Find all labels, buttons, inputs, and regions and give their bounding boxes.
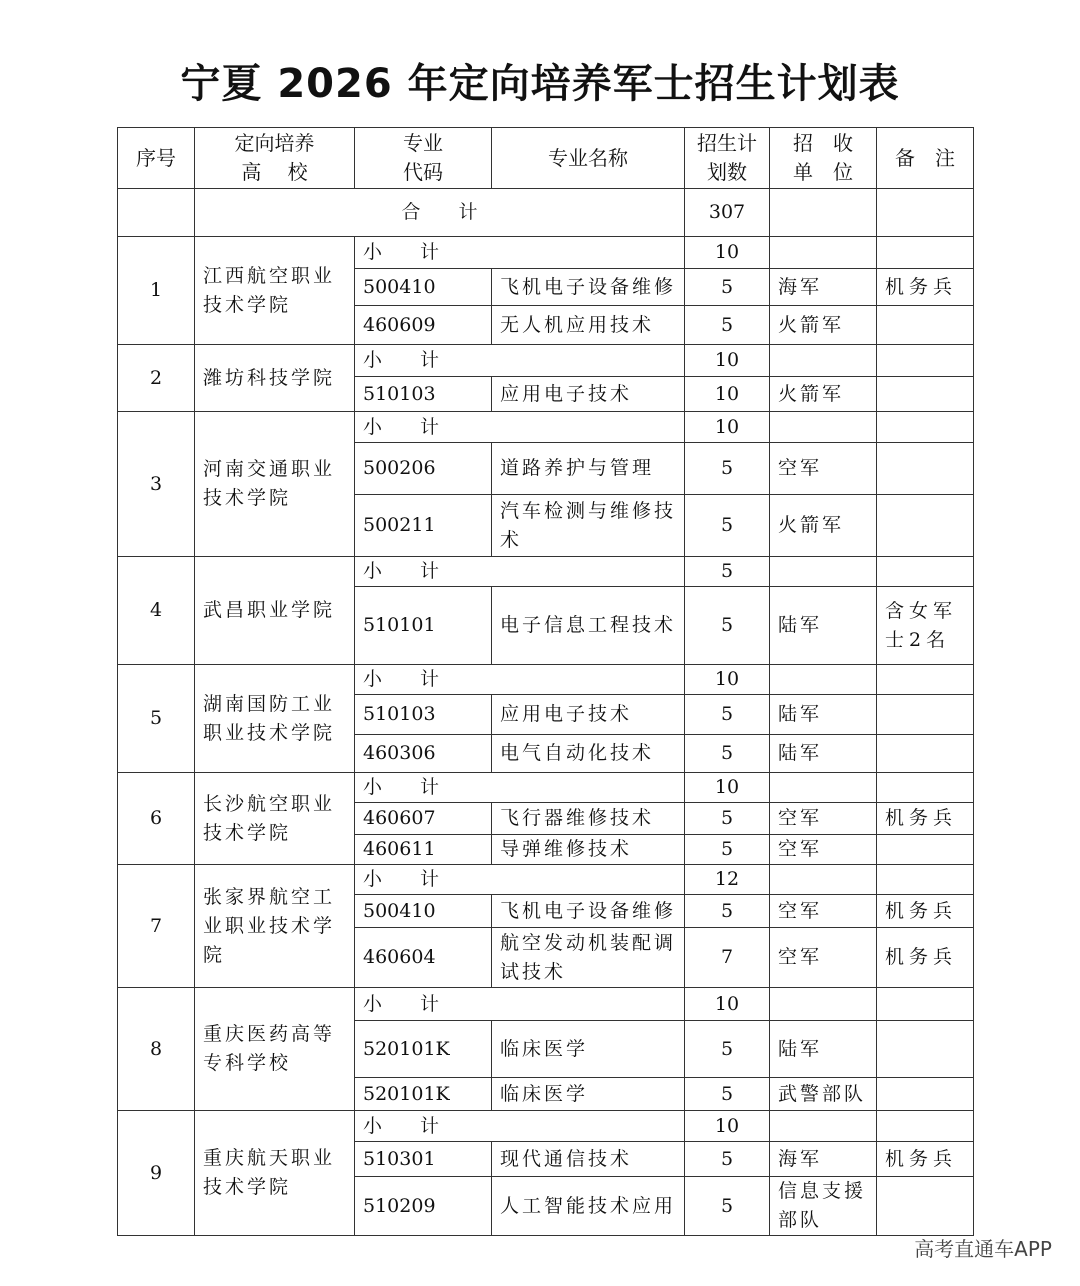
major-quota: 5 <box>685 495 770 557</box>
major-unit: 武警部队 <box>770 1078 877 1111</box>
total-row <box>118 189 974 237</box>
subtotal-value: 10 <box>685 237 770 269</box>
header-school: 定向培养 高 校 <box>195 128 355 189</box>
school-name: 长沙航空职业技术学院 <box>195 773 355 865</box>
school-seq: 3 <box>118 412 195 557</box>
major-quota: 7 <box>685 928 770 988</box>
total-label: 合 计 <box>195 189 685 237</box>
school-subtotal-row <box>118 865 974 895</box>
subtotal-remark-cell <box>877 557 974 587</box>
major-code: 500410 <box>355 269 492 306</box>
header-row <box>118 128 974 189</box>
header-code: 专业 代码 <box>355 128 492 189</box>
subtotal-value: 10 <box>685 412 770 443</box>
major-code: 510103 <box>355 695 492 735</box>
major-quota: 10 <box>685 377 770 412</box>
major-quota: 5 <box>685 695 770 735</box>
subtotal-value: 10 <box>685 1111 770 1142</box>
total-remark-cell <box>877 189 974 237</box>
major-code: 510101 <box>355 587 492 665</box>
subtotal-unit-cell <box>770 557 877 587</box>
major-code: 460607 <box>355 803 492 835</box>
major-unit: 陆军 <box>770 695 877 735</box>
subtotal-remark-cell <box>877 865 974 895</box>
major-remark <box>877 1078 974 1111</box>
major-remark <box>877 377 974 412</box>
subtotal-label: 小 计 <box>355 1111 685 1142</box>
major-quota: 5 <box>685 269 770 306</box>
major-remark <box>877 1021 974 1078</box>
major-remark: 机务兵 <box>877 803 974 835</box>
total-seq-cell <box>118 189 195 237</box>
major-code: 460306 <box>355 735 492 773</box>
major-code: 500410 <box>355 895 492 928</box>
subtotal-value: 10 <box>685 773 770 803</box>
major-remark: 机务兵 <box>877 928 974 988</box>
school-subtotal-row <box>118 412 974 443</box>
header-seq: 序号 <box>118 128 195 189</box>
major-unit: 空军 <box>770 803 877 835</box>
major-name: 人工智能技术应用 <box>492 1177 685 1236</box>
enrollment-plan-table <box>117 127 974 1236</box>
subtotal-remark-cell <box>877 345 974 377</box>
major-name: 飞机电子设备维修 <box>492 269 685 306</box>
subtotal-value: 10 <box>685 988 770 1021</box>
watermark: 高考直通车APP <box>914 1237 1052 1261</box>
subtotal-unit-cell <box>770 865 877 895</box>
major-unit: 信息支援部队 <box>770 1177 877 1236</box>
major-unit: 空军 <box>770 928 877 988</box>
major-remark: 含女军士2名 <box>877 587 974 665</box>
school-seq: 5 <box>118 665 195 773</box>
major-code: 510301 <box>355 1142 492 1177</box>
major-code: 500211 <box>355 495 492 557</box>
major-code: 520101K <box>355 1021 492 1078</box>
major-unit: 火箭军 <box>770 306 877 345</box>
major-code: 460604 <box>355 928 492 988</box>
major-name: 现代通信技术 <box>492 1142 685 1177</box>
major-unit: 空军 <box>770 895 877 928</box>
major-remark: 机务兵 <box>877 269 974 306</box>
school-seq: 2 <box>118 345 195 412</box>
subtotal-unit-cell <box>770 773 877 803</box>
major-remark <box>877 1177 974 1236</box>
subtotal-label: 小 计 <box>355 557 685 587</box>
subtotal-value: 5 <box>685 557 770 587</box>
major-name: 临床医学 <box>492 1021 685 1078</box>
subtotal-label: 小 计 <box>355 988 685 1021</box>
school-subtotal-row <box>118 1111 974 1142</box>
major-quota: 5 <box>685 895 770 928</box>
major-remark <box>877 306 974 345</box>
school-name: 江西航空职业技术学院 <box>195 237 355 345</box>
subtotal-unit-cell <box>770 1111 877 1142</box>
major-code: 510209 <box>355 1177 492 1236</box>
major-name: 应用电子技术 <box>492 377 685 412</box>
major-unit: 火箭军 <box>770 377 877 412</box>
subtotal-remark-cell <box>877 237 974 269</box>
major-unit: 海军 <box>770 269 877 306</box>
subtotal-value: 12 <box>685 865 770 895</box>
school-subtotal-row <box>118 665 974 695</box>
major-name: 电气自动化技术 <box>492 735 685 773</box>
school-subtotal-row <box>118 237 974 269</box>
major-remark <box>877 695 974 735</box>
subtotal-label: 小 计 <box>355 665 685 695</box>
school-name: 湖南国防工业职业技术学院 <box>195 665 355 773</box>
major-quota: 5 <box>685 306 770 345</box>
school-seq: 9 <box>118 1111 195 1236</box>
major-code: 510103 <box>355 377 492 412</box>
major-name: 飞机电子设备维修 <box>492 895 685 928</box>
subtotal-label: 小 计 <box>355 345 685 377</box>
subtotal-value: 10 <box>685 345 770 377</box>
school-seq: 4 <box>118 557 195 665</box>
subtotal-label: 小 计 <box>355 865 685 895</box>
subtotal-remark-cell <box>877 665 974 695</box>
major-unit: 陆军 <box>770 1021 877 1078</box>
major-name: 道路养护与管理 <box>492 443 685 495</box>
subtotal-unit-cell <box>770 412 877 443</box>
major-quota: 5 <box>685 1021 770 1078</box>
subtotal-remark-cell <box>877 1111 974 1142</box>
total-value: 307 <box>685 189 770 237</box>
subtotal-unit-cell <box>770 665 877 695</box>
subtotal-label: 小 计 <box>355 237 685 269</box>
subtotal-unit-cell <box>770 988 877 1021</box>
major-quota: 5 <box>685 835 770 865</box>
major-code: 460611 <box>355 835 492 865</box>
major-quota: 5 <box>685 587 770 665</box>
major-code: 520101K <box>355 1078 492 1111</box>
major-name: 无人机应用技术 <box>492 306 685 345</box>
major-remark <box>877 735 974 773</box>
major-quota: 5 <box>685 1142 770 1177</box>
major-quota: 5 <box>685 735 770 773</box>
subtotal-remark-cell <box>877 988 974 1021</box>
school-subtotal-row <box>118 345 974 377</box>
major-name: 汽车检测与维修技术 <box>492 495 685 557</box>
subtotal-unit-cell <box>770 237 877 269</box>
major-name: 导弹维修技术 <box>492 835 685 865</box>
major-name: 航空发动机装配调试技术 <box>492 928 685 988</box>
school-name: 河南交通职业技术学院 <box>195 412 355 557</box>
major-remark <box>877 495 974 557</box>
subtotal-remark-cell <box>877 412 974 443</box>
school-name: 潍坊科技学院 <box>195 345 355 412</box>
school-seq: 7 <box>118 865 195 988</box>
header-quota: 招生计 划数 <box>685 128 770 189</box>
school-seq: 8 <box>118 988 195 1111</box>
major-code: 460609 <box>355 306 492 345</box>
school-name: 武昌职业学院 <box>195 557 355 665</box>
major-remark <box>877 443 974 495</box>
major-name: 临床医学 <box>492 1078 685 1111</box>
subtotal-label: 小 计 <box>355 773 685 803</box>
major-quota: 5 <box>685 443 770 495</box>
header-unit: 招 收 单 位 <box>770 128 877 189</box>
major-quota: 5 <box>685 1078 770 1111</box>
school-name: 张家界航空工业职业技术学院 <box>195 865 355 988</box>
major-unit: 海军 <box>770 1142 877 1177</box>
school-seq: 6 <box>118 773 195 865</box>
major-name: 飞行器维修技术 <box>492 803 685 835</box>
major-unit: 火箭军 <box>770 495 877 557</box>
major-unit: 空军 <box>770 443 877 495</box>
subtotal-label: 小 计 <box>355 412 685 443</box>
major-name: 电子信息工程技术 <box>492 587 685 665</box>
major-remark <box>877 835 974 865</box>
major-code: 500206 <box>355 443 492 495</box>
school-subtotal-row <box>118 988 974 1021</box>
major-remark: 机务兵 <box>877 1142 974 1177</box>
total-unit-cell <box>770 189 877 237</box>
major-unit: 陆军 <box>770 735 877 773</box>
header-remark: 备 注 <box>877 128 974 189</box>
major-quota: 5 <box>685 1177 770 1236</box>
school-name: 重庆医药高等专科学校 <box>195 988 355 1111</box>
subtotal-unit-cell <box>770 345 877 377</box>
school-seq: 1 <box>118 237 195 345</box>
school-subtotal-row <box>118 557 974 587</box>
major-unit: 空军 <box>770 835 877 865</box>
major-quota: 5 <box>685 803 770 835</box>
subtotal-remark-cell <box>877 773 974 803</box>
major-remark: 机务兵 <box>877 895 974 928</box>
subtotal-value: 10 <box>685 665 770 695</box>
page-title: 宁夏 2026 年定向培养军士招生计划表 <box>180 61 900 107</box>
school-subtotal-row <box>118 773 974 803</box>
school-name: 重庆航天职业技术学院 <box>195 1111 355 1236</box>
major-name: 应用电子技术 <box>492 695 685 735</box>
header-major: 专业名称 <box>492 128 685 189</box>
major-unit: 陆军 <box>770 587 877 665</box>
